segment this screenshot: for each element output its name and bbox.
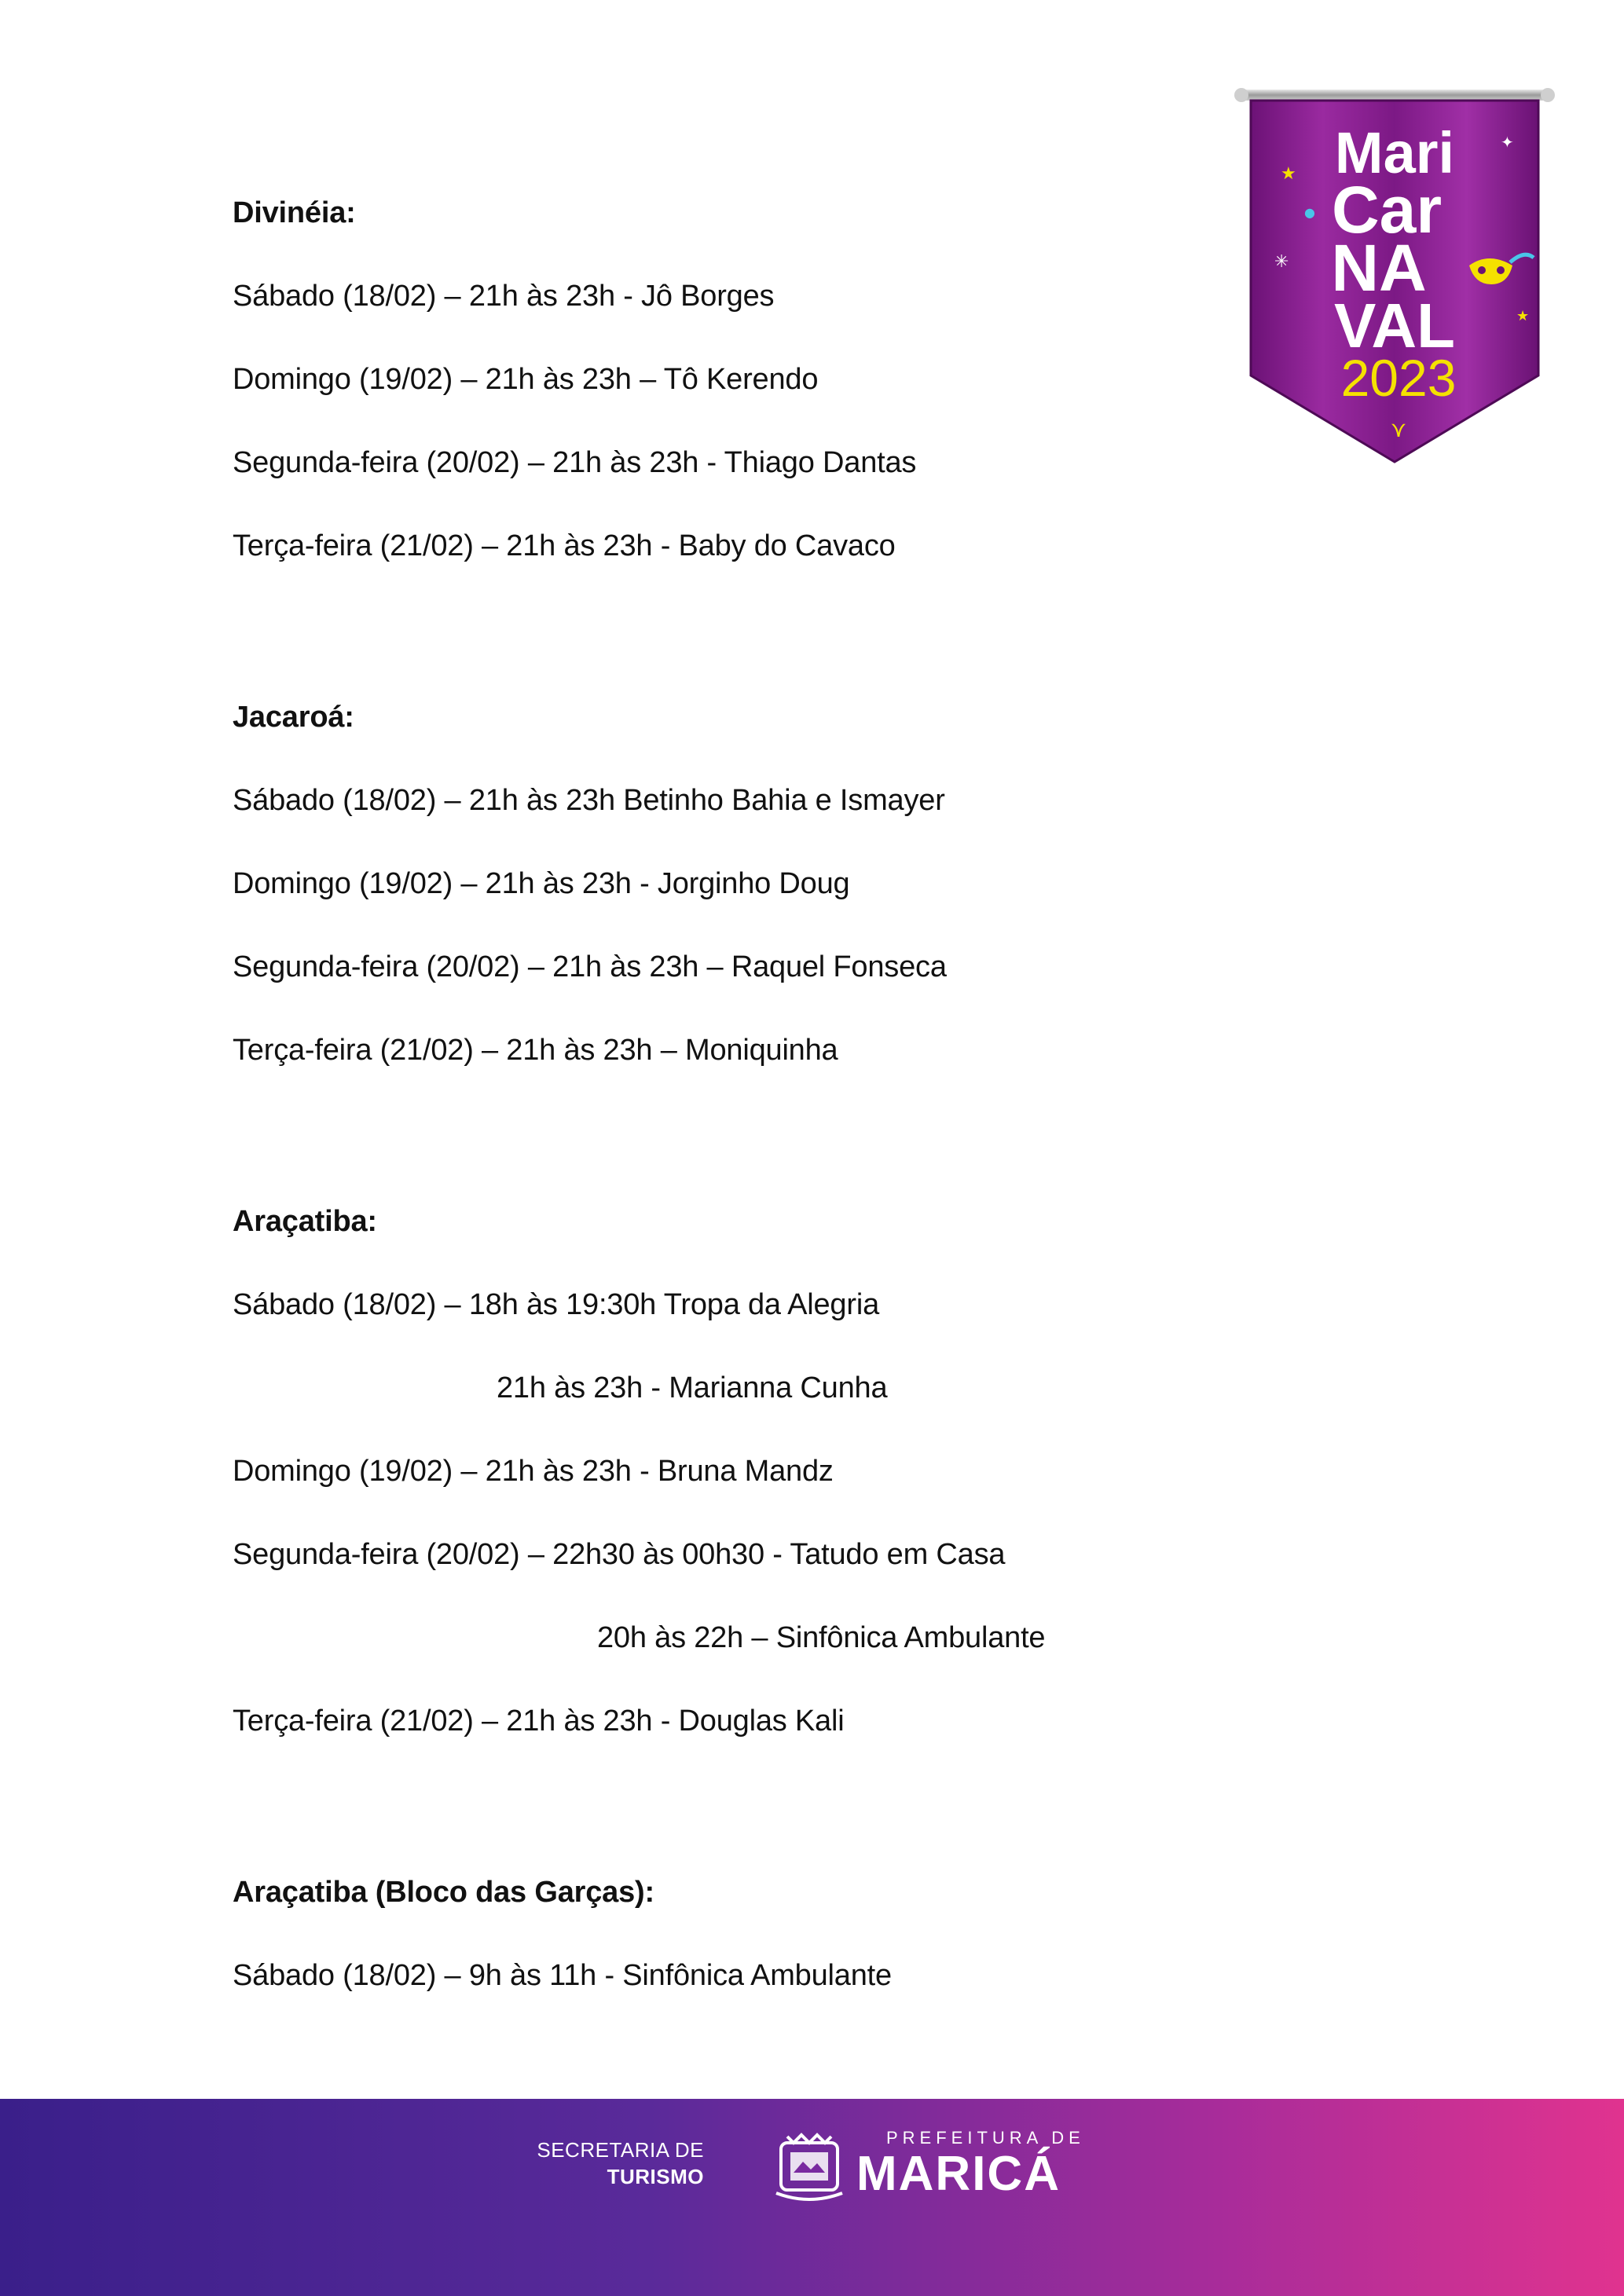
logo-line-1: Mari: [1334, 120, 1455, 185]
marica-wordmark: MARICÁ: [856, 2147, 1061, 2201]
section-title-bloco-das-garcas: Araçatiba (Bloco das Garças):: [233, 1876, 654, 1909]
schedule-line: Terça-feira (21/02) – 21h às 23h - Douglas Kali: [233, 1705, 845, 1738]
schedule-line: Sábado (18/02) – 21h às 23h - Jô Borges: [233, 280, 775, 313]
secretaria-line-1: SECRETARIA DE: [537, 2138, 704, 2162]
schedule-line: Domingo (19/02) – 21h às 23h – Tô Kerendo: [233, 363, 819, 396]
star-icon: ★: [1516, 308, 1530, 324]
secretaria-label: [534, 2137, 704, 2192]
banner-rod: [1240, 90, 1549, 101]
star-icon: ★: [1281, 164, 1296, 184]
section-title-jacaroa: Jacaroá:: [233, 701, 354, 734]
maricarnaval-2023-logo: [1234, 85, 1556, 470]
star-icon: ✳: [1274, 252, 1289, 272]
schedule-line: 20h às 22h – Sinfônica Ambulante: [597, 1621, 1046, 1654]
secretaria-line-2: TURISMO: [607, 2165, 704, 2188]
logo-line-3: NA: [1331, 231, 1427, 305]
prefeitura-label: PREFEITURA DE: [886, 2128, 1085, 2148]
schedule-line: Domingo (19/02) – 21h às 23h - Bruna Mandz: [233, 1455, 834, 1488]
star-icon: ✦: [1501, 133, 1514, 152]
logo-year: 2023: [1340, 349, 1457, 407]
section-title-divineia: Divinéia:: [233, 196, 356, 229]
logo-line-4: VAL: [1333, 291, 1456, 361]
section-title-aracatiba: Araçatiba:: [233, 1205, 377, 1238]
city-seal-icon: [770, 2127, 849, 2206]
schedule-line: Sábado (18/02) – 9h às 11h - Sinfônica Ambulante: [233, 1959, 892, 1992]
schedule-line: Segunda-feira (20/02) – 21h às 23h - Thiago Dantas: [233, 446, 917, 479]
schedule-line: Sábado (18/02) – 21h às 23h Betinho Bahia e Ismayer: [233, 784, 945, 817]
schedule-line: Sábado (18/02) – 18h às 19:30h Tropa da Alegria: [233, 1288, 880, 1321]
logo-line-2: Car: [1331, 173, 1443, 247]
star-icon: ⋎: [1390, 416, 1407, 442]
schedule-line: Segunda-feira (20/02) – 22h30 às 00h30 - Tatudo em Casa: [233, 1538, 1006, 1571]
schedule-line: Segunda-feira (20/02) – 21h às 23h – Raquel Fonseca: [233, 950, 947, 983]
star-icon: ●: [1304, 205, 1315, 220]
schedule-line: Domingo (19/02) – 21h às 23h - Jorginho Doug: [233, 867, 850, 900]
schedule-line: 21h às 23h - Marianna Cunha: [497, 1371, 888, 1404]
schedule-line: Terça-feira (21/02) – 21h às 23h - Baby do Cavaco: [233, 529, 896, 562]
schedule-line: Terça-feira (21/02) – 21h às 23h – Moniquinha: [233, 1034, 838, 1067]
